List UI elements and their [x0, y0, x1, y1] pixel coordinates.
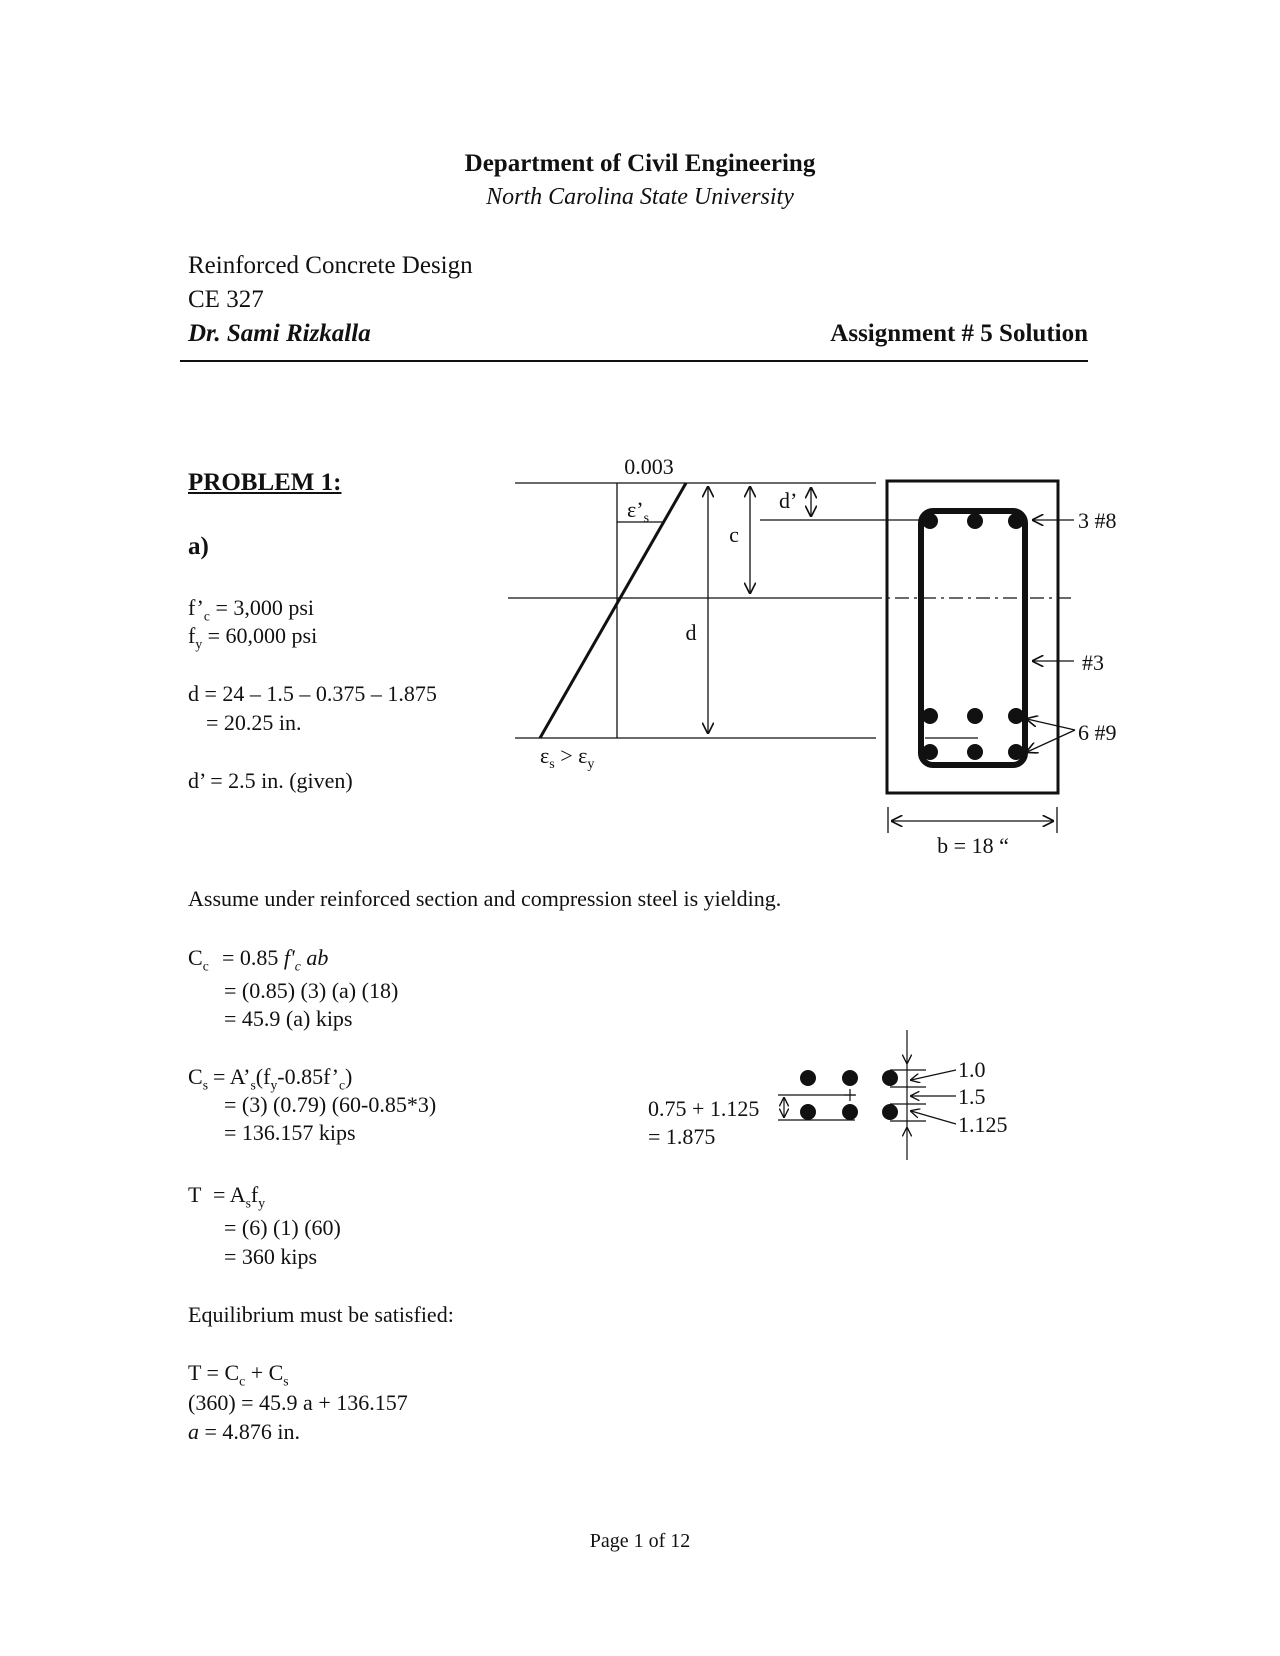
cc-symbol: $C_c$	[188, 945, 209, 974]
rebar-top-2	[967, 513, 983, 529]
dim3-leader	[911, 1111, 956, 1124]
page-number: Page 1 of 12	[589, 1530, 691, 1552]
rebar-bottom-3	[1008, 708, 1024, 724]
cc-equation: = 0.85 $f'_c$ ab	[222, 945, 329, 974]
t-symbol: T	[188, 1182, 202, 1207]
bottom-bars-leader-2	[1027, 730, 1075, 752]
bar-spacing-diagram	[770, 1025, 1040, 1165]
spacing-bar-4	[800, 1104, 816, 1120]
stirrup-shape	[921, 511, 1025, 765]
equilibrium-eq1: $T = C_c + C_s$	[188, 1360, 289, 1389]
dprime-label: d’	[779, 488, 798, 513]
dprime-line: d’ = 2.5 in. (given)	[188, 768, 353, 793]
t-line2: = (6) (1) (60)	[224, 1215, 341, 1240]
rebar-top-3	[1008, 513, 1024, 529]
problem-part: a)	[188, 533, 209, 560]
instructor-name: Dr. Sami Rizkalla	[188, 320, 371, 347]
bottom-bars-leader-1	[1027, 719, 1075, 730]
fy-line: $f_y = 60,000$ psi	[188, 623, 318, 652]
t-line3: = 360 kips	[224, 1244, 318, 1269]
university-name: North Carolina State University	[486, 184, 794, 210]
stirrup-label: #3	[1082, 650, 1104, 675]
rebar-bottom-5	[967, 744, 983, 760]
dim3-label: 1.125	[958, 1112, 1008, 1137]
assumption-text: Assume under reinforced section and compression steel is yielding.	[188, 886, 782, 911]
d-equation-line1: d = 24 – 1.5 – 0.375 – 1.875	[188, 681, 437, 706]
t-equation: = $A_sf_y$	[213, 1182, 266, 1211]
spacing-sum-line1: 0.75 + 1.125	[648, 1096, 760, 1121]
assignment-title: Assignment # 5 Solution	[830, 320, 1088, 347]
spacing-bar-1	[800, 1070, 816, 1086]
spacing-bar-5	[842, 1104, 858, 1120]
strain-profile-line	[540, 483, 686, 738]
top-strain-label: 0.003	[624, 454, 674, 479]
cs-equation: = $A’_s(f_y-0.85f’_c)$	[213, 1064, 353, 1093]
d-label: d	[685, 620, 697, 645]
cs-symbol: $C_s$	[188, 1064, 208, 1093]
course-name: Reinforced Concrete Design	[188, 252, 473, 279]
course-code: CE 327	[188, 286, 264, 313]
fc-line: $f’_c = 3,000$ psi	[188, 595, 315, 624]
spacing-bar-2	[842, 1070, 858, 1086]
spacing-sum-line2: = 1.875	[648, 1124, 716, 1149]
rebar-bottom-6	[1008, 744, 1024, 760]
width-label: b = 18 “	[937, 833, 1009, 858]
dim1-leader	[911, 1070, 956, 1080]
bottom-bars-label: 6 #9	[1078, 720, 1117, 745]
equilibrium-heading: Equilibrium must be satisfied:	[188, 1302, 454, 1327]
rebar-top-1	[922, 513, 938, 529]
rebar-bottom-2	[967, 708, 983, 724]
cc-line3: = 45.9 (a) kips	[224, 1006, 353, 1031]
cs-line3: = 136.157 kips	[224, 1120, 356, 1145]
d-equation-line2: = 20.25 in.	[206, 710, 302, 735]
rebar-bottom-4	[922, 744, 938, 760]
spacing-bar-6	[882, 1104, 898, 1120]
spacing-bar-3	[882, 1070, 898, 1086]
cs-line2: = (3) (0.79) (60-0.85*3)	[224, 1092, 437, 1117]
equilibrium-eq2: (360) = 45.9 a + 136.157	[188, 1390, 408, 1415]
c-label: c	[729, 522, 739, 547]
tension-strain-label: $\varepsilon_s > \varepsilon_y$	[540, 743, 595, 772]
equilibrium-eq3: a = 4.876 in.	[188, 1419, 301, 1444]
dim1-label: 1.0	[958, 1057, 986, 1082]
problem-title: PROBLEM 1:	[188, 469, 342, 496]
cc-line2: = (0.85) (3) (a) (18)	[224, 978, 399, 1003]
top-bars-label: 3 #8	[1078, 508, 1117, 533]
dim2-label: 1.5	[958, 1084, 986, 1109]
comp-strain-label: $\varepsilon’_s$	[627, 497, 650, 526]
rebar-bottom-1	[922, 708, 938, 724]
department-title: Department of Civil Engineering	[464, 150, 816, 177]
